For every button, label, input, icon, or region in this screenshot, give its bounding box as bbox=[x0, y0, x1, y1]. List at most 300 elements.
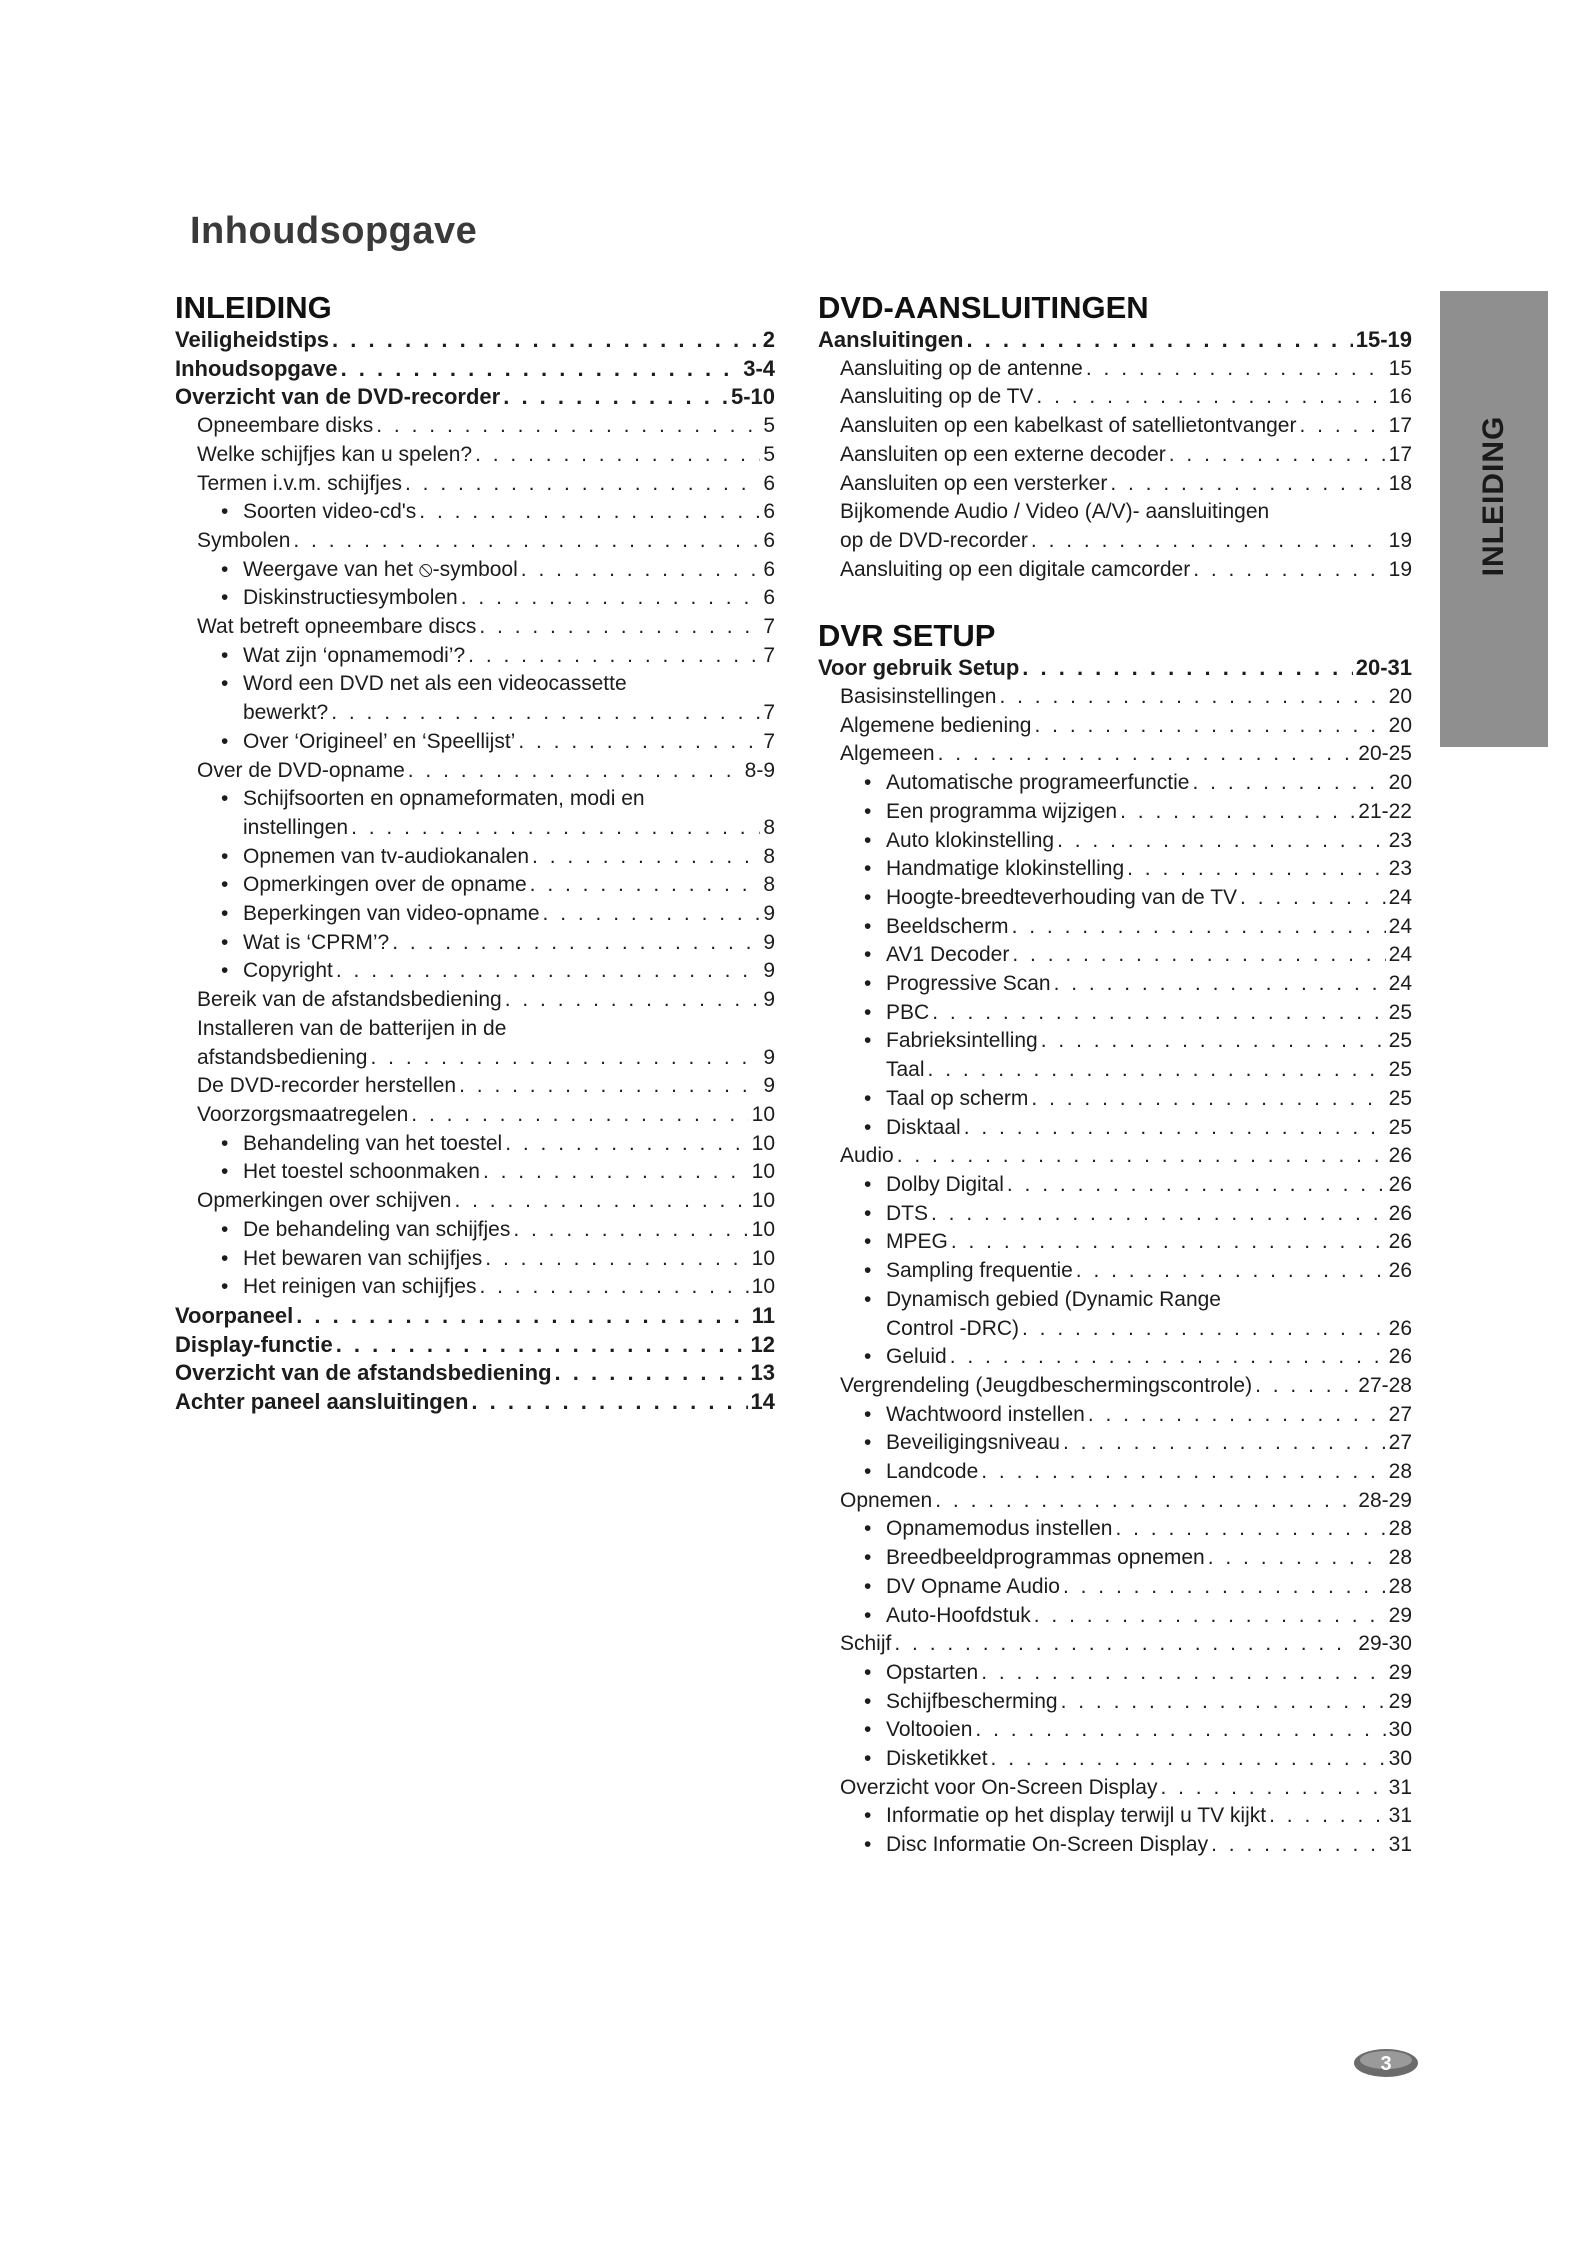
toc-entry-title: Overzicht van de DVD-recorder bbox=[175, 384, 501, 410]
bullet-icon: • bbox=[221, 930, 229, 954]
toc-entry bbox=[818, 1372, 1412, 1401]
toc-entry bbox=[175, 757, 775, 786]
toc-entry-title: Copyright bbox=[243, 959, 333, 983]
toc-entry-page: 19 bbox=[1388, 528, 1412, 552]
leader-dots bbox=[1193, 769, 1386, 798]
toc-entry bbox=[818, 1688, 1412, 1717]
toc-entry bbox=[175, 1101, 775, 1130]
toc-entry bbox=[175, 929, 775, 958]
bullet-icon: • bbox=[221, 500, 229, 524]
toc-entry-page: 23 bbox=[1388, 857, 1412, 881]
leader-dots bbox=[981, 1458, 1385, 1487]
bullet-icon: • bbox=[864, 1689, 872, 1713]
page-number: 3 bbox=[1380, 2053, 1392, 2075]
leader-dots bbox=[1063, 1573, 1386, 1602]
toc-entry-page: 29 bbox=[1388, 1689, 1412, 1713]
side-tab-label: INLEIDING bbox=[1477, 415, 1510, 577]
leader-dots bbox=[931, 1200, 1386, 1229]
toc-entry-page: 25 bbox=[1388, 1115, 1412, 1139]
toc-entry bbox=[175, 355, 775, 384]
toc-entry-title: Bijkomende Audio / Video (A/V)- aansluitingen bbox=[840, 500, 1270, 524]
toc-entry bbox=[818, 1257, 1412, 1286]
leader-dots bbox=[475, 441, 760, 470]
leader-dots bbox=[1255, 1372, 1355, 1401]
toc-entry bbox=[175, 584, 775, 613]
leader-dots bbox=[1115, 1515, 1385, 1544]
toc-entry bbox=[818, 1774, 1412, 1803]
toc-entry bbox=[175, 613, 775, 642]
toc-list-dvr-setup bbox=[818, 654, 1412, 1860]
toc-list-dvd-aansluitingen bbox=[818, 326, 1412, 584]
toc-entry bbox=[818, 970, 1412, 999]
leader-dots bbox=[479, 1273, 748, 1302]
toc-entry-title: Wat is ‘CPRM’? bbox=[243, 930, 390, 954]
toc-entry-title: Aansluitingen bbox=[818, 327, 964, 352]
toc-entry-title: Het bewaren van schijfjes bbox=[243, 1246, 483, 1270]
toc-entry-page: 6 bbox=[763, 500, 775, 524]
toc-entry-page: 26 bbox=[1388, 1316, 1412, 1340]
section-heading-dvr-setup: DVR SETUP bbox=[818, 618, 996, 654]
toc-entry-page: 28 bbox=[1388, 1574, 1412, 1598]
toc-entry-page: 7 bbox=[763, 615, 775, 639]
toc-entry-title: Disc Informatie On-Screen Display bbox=[886, 1833, 1209, 1857]
toc-entry-page: 10 bbox=[751, 1160, 775, 1184]
toc-entry-page: 24 bbox=[1388, 914, 1412, 938]
leader-dots bbox=[530, 871, 761, 900]
toc-entry bbox=[818, 355, 1412, 384]
toc-entry-page: 10 bbox=[751, 1102, 775, 1126]
bullet-icon: • bbox=[221, 672, 229, 696]
toc-entry bbox=[818, 1315, 1412, 1344]
leader-dots bbox=[1269, 1802, 1386, 1831]
leader-dots bbox=[1076, 1257, 1386, 1286]
toc-entry bbox=[175, 1072, 775, 1101]
toc-entry bbox=[818, 1573, 1412, 1602]
toc-entry-title: Diskinstructiesymbolen bbox=[243, 586, 458, 610]
toc-entry-title: Auto klokinstelling bbox=[886, 828, 1055, 852]
toc-entry-title: Opmerkingen over de opname bbox=[243, 873, 527, 897]
toc-entry-title: Behandeling van het toestel bbox=[243, 1131, 503, 1155]
section-side-tab bbox=[1440, 291, 1548, 747]
leader-dots bbox=[1240, 884, 1386, 913]
toc-entry bbox=[818, 855, 1412, 884]
toc-entry bbox=[175, 728, 775, 757]
leader-dots bbox=[461, 584, 761, 613]
bullet-icon: • bbox=[864, 1201, 872, 1225]
toc-entry bbox=[175, 900, 775, 929]
toc-entry-title: Dynamisch gebied (Dynamic Range bbox=[886, 1287, 1221, 1311]
bullet-icon: • bbox=[864, 885, 872, 909]
toc-entry-title: Display-functie bbox=[175, 1331, 333, 1357]
toc-entry-page: 2 bbox=[762, 327, 775, 352]
bullet-icon: • bbox=[864, 1747, 872, 1771]
toc-entry-page: 24 bbox=[1388, 943, 1412, 967]
toc-entry-page: 6 bbox=[763, 586, 775, 610]
bullet-icon: • bbox=[864, 1029, 872, 1053]
leader-dots bbox=[932, 999, 1385, 1028]
leader-dots bbox=[1120, 798, 1355, 827]
toc-entry-page: 17 bbox=[1388, 442, 1412, 466]
leader-dots bbox=[370, 1044, 760, 1073]
toc-entry bbox=[818, 1802, 1412, 1831]
toc-entry bbox=[175, 957, 775, 986]
toc-entry-title: Voor gebruik Setup bbox=[818, 655, 1020, 681]
bullet-icon: • bbox=[864, 1546, 872, 1570]
leader-dots bbox=[513, 1216, 748, 1245]
toc-entry-page: 13 bbox=[750, 1360, 775, 1386]
toc-entry-page: 9 bbox=[763, 959, 775, 983]
toc-entry-title: Aansluiting op een digitale camcorder bbox=[840, 557, 1191, 581]
toc-entry-page: 30 bbox=[1388, 1718, 1412, 1742]
leader-dots bbox=[1034, 712, 1385, 741]
leader-dots bbox=[1022, 654, 1352, 683]
leader-dots bbox=[468, 642, 760, 671]
toc-entry-page: 25 bbox=[1388, 1058, 1412, 1082]
toc-entry-title: Het reinigen van schijfjes bbox=[243, 1275, 477, 1299]
toc-entry bbox=[818, 827, 1412, 856]
toc-entry-title: Schijf bbox=[840, 1632, 892, 1656]
leader-dots bbox=[1031, 527, 1386, 556]
toc-entry-page: 20 bbox=[1388, 771, 1412, 795]
toc-entry-title: Geluid bbox=[886, 1345, 947, 1369]
toc-entry-title: Inhoudsopgave bbox=[175, 355, 338, 381]
toc-entry bbox=[818, 470, 1412, 499]
leader-dots bbox=[964, 1114, 1386, 1143]
bullet-icon: • bbox=[864, 1086, 872, 1110]
toc-entry-page: 10 bbox=[751, 1275, 775, 1299]
leader-dots bbox=[1169, 441, 1386, 470]
toc-entry-page: 8 bbox=[763, 844, 775, 868]
leader-dots bbox=[1036, 383, 1385, 412]
toc-entry bbox=[175, 843, 775, 872]
toc-entry bbox=[175, 699, 775, 728]
leader-dots bbox=[518, 728, 760, 757]
bullet-icon: • bbox=[864, 1230, 872, 1254]
toc-entry-page: 9 bbox=[763, 1045, 775, 1069]
bullet-icon: • bbox=[221, 1131, 229, 1155]
toc-entry-title-continued: bewerkt? bbox=[243, 701, 329, 725]
leader-dots bbox=[1193, 556, 1385, 585]
toc-entry-page: 26 bbox=[1388, 1345, 1412, 1369]
leader-dots bbox=[485, 1245, 748, 1274]
toc-entry-page: 8-9 bbox=[744, 758, 775, 782]
toc-entry-page: 5-10 bbox=[730, 384, 775, 410]
leader-dots bbox=[411, 1101, 748, 1130]
toc-entry-title: Voorpaneel bbox=[175, 1302, 294, 1328]
bullet-icon: • bbox=[864, 857, 872, 881]
toc-entry-page: 10 bbox=[751, 1246, 775, 1270]
toc-entry bbox=[175, 527, 775, 556]
bullet-icon: • bbox=[864, 1259, 872, 1283]
toc-entry-page: 29 bbox=[1388, 1660, 1412, 1684]
toc-entry-page: 12 bbox=[750, 1331, 775, 1357]
toc-entry-page: 31 bbox=[1388, 1833, 1412, 1857]
toc-entry bbox=[175, 986, 775, 1015]
page-number-badge bbox=[1352, 2046, 1420, 2080]
toc-entry-title: Aansluiting op de antenne bbox=[840, 356, 1083, 380]
toc-entry-page: 24 bbox=[1388, 885, 1412, 909]
leader-dots bbox=[341, 355, 741, 384]
section-heading-inleiding: INLEIDING bbox=[175, 290, 332, 325]
bullet-icon: • bbox=[864, 1574, 872, 1598]
toc-entry bbox=[818, 1401, 1412, 1430]
toc-entry-page: 11 bbox=[751, 1302, 775, 1328]
toc-entry-page: 30 bbox=[1388, 1747, 1412, 1771]
bullet-icon: • bbox=[864, 1517, 872, 1541]
toc-entry-page: 16 bbox=[1388, 385, 1412, 409]
leader-dots bbox=[332, 326, 760, 355]
toc-entry-line bbox=[818, 1286, 1412, 1315]
toc-entry-title: Opnemen bbox=[840, 1488, 933, 1512]
leader-dots bbox=[1211, 1831, 1386, 1860]
toc-entry-page: 25 bbox=[1388, 1000, 1412, 1024]
leader-dots bbox=[950, 1343, 1386, 1372]
toc-entry bbox=[818, 1056, 1412, 1085]
leader-dots bbox=[1127, 855, 1386, 884]
toc-entry-page: 5 bbox=[763, 414, 775, 438]
toc-entry-title: Hoogte-breedteverhouding van de TV bbox=[886, 885, 1238, 909]
toc-entry-title: Wat zijn ‘opnamemodi’? bbox=[243, 643, 466, 667]
toc-entry-page: 7 bbox=[763, 643, 775, 667]
toc-entry-title: Opneembare disks bbox=[197, 414, 374, 438]
toc-entry-title: Disktaal bbox=[886, 1115, 961, 1139]
toc-entry-title: DTS bbox=[886, 1201, 928, 1225]
toc-entry bbox=[818, 441, 1412, 470]
leader-dots bbox=[1054, 970, 1386, 999]
toc-entry bbox=[818, 527, 1412, 556]
leader-dots bbox=[331, 699, 760, 728]
toc-entry-title: Aansluiten op een versterker bbox=[840, 471, 1108, 495]
toc-entry-page: 28 bbox=[1388, 1546, 1412, 1570]
toc-entry bbox=[175, 470, 775, 499]
toc-entry-title: Taal bbox=[886, 1058, 925, 1082]
toc-entry-title: Auto-Hoofdstuk bbox=[886, 1603, 1031, 1627]
toc-entry-title: Achter paneel aansluitingen bbox=[175, 1389, 469, 1415]
toc-entry bbox=[175, 871, 775, 900]
toc-entry-page: 6 bbox=[763, 528, 775, 552]
bullet-icon: • bbox=[864, 1660, 872, 1684]
bullet-icon: • bbox=[221, 1217, 229, 1241]
bullet-icon: • bbox=[864, 1718, 872, 1742]
toc-entry-page: 20-25 bbox=[1358, 742, 1412, 766]
toc-entry-page: 9 bbox=[763, 1074, 775, 1098]
toc-entry-title: Soorten video-cd's bbox=[243, 500, 417, 524]
bullet-icon: • bbox=[864, 1287, 872, 1311]
bullet-icon: • bbox=[221, 1275, 229, 1299]
toc-entry-title: Voorzorgsmaatregelen bbox=[197, 1102, 409, 1126]
toc-entry bbox=[818, 326, 1412, 355]
toc-entry-page: 27-28 bbox=[1358, 1373, 1412, 1397]
leader-dots bbox=[1088, 1401, 1386, 1430]
toc-entry-page: 17 bbox=[1388, 414, 1412, 438]
toc-entry bbox=[818, 412, 1412, 441]
toc-entry bbox=[818, 712, 1412, 741]
toc-entry-title: Bereik van de afstandsbediening bbox=[197, 988, 502, 1012]
toc-entry-title-continued: afstandsbediening bbox=[197, 1045, 368, 1069]
toc-entry-page: 9 bbox=[763, 988, 775, 1012]
bullet-icon: • bbox=[864, 1603, 872, 1627]
toc-entry bbox=[175, 441, 775, 470]
leader-dots bbox=[1063, 1429, 1386, 1458]
toc-entry-page: 21-22 bbox=[1358, 799, 1412, 823]
bullet-icon: • bbox=[221, 586, 229, 610]
toc-entry-title: Progressive Scan bbox=[886, 972, 1051, 996]
toc-entry-title: Het toestel schoonmaken bbox=[243, 1160, 480, 1184]
toc-entry-title: Schijfsoorten en opnameformaten, modi en bbox=[243, 787, 645, 811]
toc-entry bbox=[818, 1343, 1412, 1372]
leader-dots bbox=[935, 1487, 1355, 1516]
bullet-icon: • bbox=[221, 844, 229, 868]
leader-dots bbox=[897, 1142, 1386, 1171]
toc-entry bbox=[818, 1659, 1412, 1688]
toc-entry-title: Automatische programeerfunctie bbox=[886, 771, 1190, 795]
toc-entry-page: 9 bbox=[763, 902, 775, 926]
toc-entry-title: Schijfbescherming bbox=[886, 1689, 1058, 1713]
leader-dots bbox=[981, 1659, 1385, 1688]
leader-dots bbox=[928, 1056, 1386, 1085]
toc-entry-title: Breedbeeldprogrammas opnemen bbox=[886, 1546, 1205, 1570]
toc-entry-page: 28 bbox=[1388, 1517, 1412, 1541]
toc-entry-title: Algemene bediening bbox=[840, 713, 1032, 737]
toc-entry-page: 20-31 bbox=[1355, 655, 1412, 681]
toc-entry-page: 19 bbox=[1388, 557, 1412, 581]
toc-entry-line bbox=[818, 498, 1412, 527]
toc-entry-title: Opnemen van tv-audiokanalen bbox=[243, 844, 530, 868]
leader-dots bbox=[1110, 470, 1385, 499]
toc-entry-line bbox=[175, 670, 775, 699]
toc-entry-title: Voltooien bbox=[886, 1718, 973, 1742]
toc-entry bbox=[175, 326, 775, 355]
toc-entry bbox=[175, 1245, 775, 1274]
toc-entry-title: Informatie op het display terwijl u TV kijkt bbox=[886, 1804, 1267, 1828]
toc-entry-page: 6 bbox=[763, 557, 775, 581]
leader-dots bbox=[555, 1359, 748, 1388]
toc-entry bbox=[818, 1831, 1412, 1860]
leader-dots bbox=[1034, 1602, 1386, 1631]
toc-entry-page: 26 bbox=[1388, 1172, 1412, 1196]
toc-entry-page: 26 bbox=[1388, 1230, 1412, 1254]
toc-entry-title: Aansluiten op een externe decoder bbox=[840, 442, 1166, 466]
toc-entry-title: Vergrendeling (Jeugdbeschermingscontrole) bbox=[840, 1373, 1253, 1397]
toc-entry-title: Wachtwoord instellen bbox=[886, 1402, 1085, 1426]
toc-entry bbox=[818, 1228, 1412, 1257]
toc-entry bbox=[818, 941, 1412, 970]
leader-dots bbox=[336, 957, 760, 986]
toc-entry-title: Opnamemodus instellen bbox=[886, 1517, 1113, 1541]
toc-entry-page: 15 bbox=[1388, 356, 1412, 380]
leader-dots bbox=[532, 843, 760, 872]
toc-entry bbox=[818, 1515, 1412, 1544]
toc-entry bbox=[818, 999, 1412, 1028]
bullet-icon: • bbox=[864, 914, 872, 938]
toc-entry bbox=[818, 740, 1412, 769]
toc-entry-page: 26 bbox=[1388, 1201, 1412, 1225]
toc-entry bbox=[818, 884, 1412, 913]
toc-entry-page: 20 bbox=[1388, 685, 1412, 709]
leader-dots bbox=[483, 1158, 749, 1187]
bullet-icon: • bbox=[221, 787, 229, 811]
bullet-icon: • bbox=[864, 1431, 872, 1455]
toc-entry-page: 31 bbox=[1388, 1775, 1412, 1799]
toc-entry bbox=[818, 798, 1412, 827]
toc-entry-title: Fabrieksintelling bbox=[886, 1029, 1038, 1053]
toc-entry bbox=[818, 1200, 1412, 1229]
toc-entry-title: Installeren van de batterijen in de bbox=[197, 1016, 507, 1040]
toc-entry bbox=[175, 1273, 775, 1302]
toc-entry-page: 14 bbox=[750, 1389, 775, 1415]
toc-entry-page: 24 bbox=[1388, 972, 1412, 996]
bullet-icon: • bbox=[221, 729, 229, 753]
toc-entry bbox=[818, 1487, 1412, 1516]
toc-entry-title: Disketikket bbox=[886, 1747, 988, 1771]
toc-entry-page: 9 bbox=[763, 930, 775, 954]
toc-entry bbox=[175, 1302, 775, 1331]
bullet-icon: • bbox=[864, 1833, 872, 1857]
toc-entry-line bbox=[175, 1015, 775, 1044]
leader-dots bbox=[1041, 1027, 1386, 1056]
toc-entry-title: Welke schijfjes kan u spelen? bbox=[197, 442, 473, 466]
toc-entry-page: 20 bbox=[1388, 713, 1412, 737]
bullet-icon: • bbox=[864, 1402, 872, 1426]
leader-dots bbox=[505, 986, 761, 1015]
toc-entry bbox=[818, 654, 1412, 683]
toc-entry-page: 25 bbox=[1388, 1086, 1412, 1110]
toc-entry bbox=[818, 1027, 1412, 1056]
bullet-icon: • bbox=[221, 557, 229, 581]
toc-entry bbox=[818, 769, 1412, 798]
toc-entry-page: 18 bbox=[1388, 471, 1412, 495]
toc-entry-title: Audio bbox=[840, 1144, 894, 1168]
toc-entry bbox=[818, 1602, 1412, 1631]
toc-entry-page: 28-29 bbox=[1358, 1488, 1412, 1512]
toc-entry-title: Aansluiten op een kabelkast of satellietontvanger bbox=[840, 414, 1297, 438]
bullet-icon: • bbox=[221, 959, 229, 983]
leader-dots bbox=[503, 383, 728, 412]
toc-entry-title: Beveiligingsniveau bbox=[886, 1431, 1060, 1455]
bullet-icon: • bbox=[864, 771, 872, 795]
toc-entry-title: Veiligheidstips bbox=[175, 327, 330, 352]
toc-entry-title: Beeldscherm bbox=[886, 914, 1009, 938]
page-title: Inhoudsopgave bbox=[190, 210, 478, 252]
bullet-icon: • bbox=[864, 1172, 872, 1196]
bullet-icon: • bbox=[221, 1246, 229, 1270]
toc-entry-title: Dolby Digital bbox=[886, 1172, 1004, 1196]
toc-entry-page: 6 bbox=[763, 471, 775, 495]
leader-dots bbox=[966, 326, 1352, 355]
toc-entry-title: Weergave van het ⦸-symbool bbox=[243, 557, 518, 581]
toc-entry-title-continued: Control -DRC) bbox=[886, 1316, 1020, 1340]
leader-dots bbox=[1086, 355, 1386, 384]
toc-entry bbox=[818, 1716, 1412, 1745]
leader-dots bbox=[1031, 1085, 1385, 1114]
leader-dots bbox=[392, 929, 760, 958]
bullet-icon: • bbox=[864, 1345, 872, 1369]
toc-entry-title: Een programma wijzigen bbox=[886, 799, 1118, 823]
toc-entry-title: DV Opname Audio bbox=[886, 1574, 1060, 1598]
leader-dots bbox=[1007, 1171, 1386, 1200]
toc-entry bbox=[175, 1331, 775, 1360]
toc-entry-page: 26 bbox=[1388, 1259, 1412, 1283]
leader-dots bbox=[351, 814, 760, 843]
toc-entry-page: 7 bbox=[763, 729, 775, 753]
toc-entry-title: De DVD-recorder herstellen bbox=[197, 1074, 457, 1098]
toc-entry-title: AV1 Decoder bbox=[886, 943, 1010, 967]
leader-dots bbox=[1012, 941, 1385, 970]
leader-dots bbox=[454, 1187, 748, 1216]
toc-entry bbox=[175, 412, 775, 441]
leader-dots bbox=[408, 757, 742, 786]
toc-entry bbox=[818, 1114, 1412, 1143]
